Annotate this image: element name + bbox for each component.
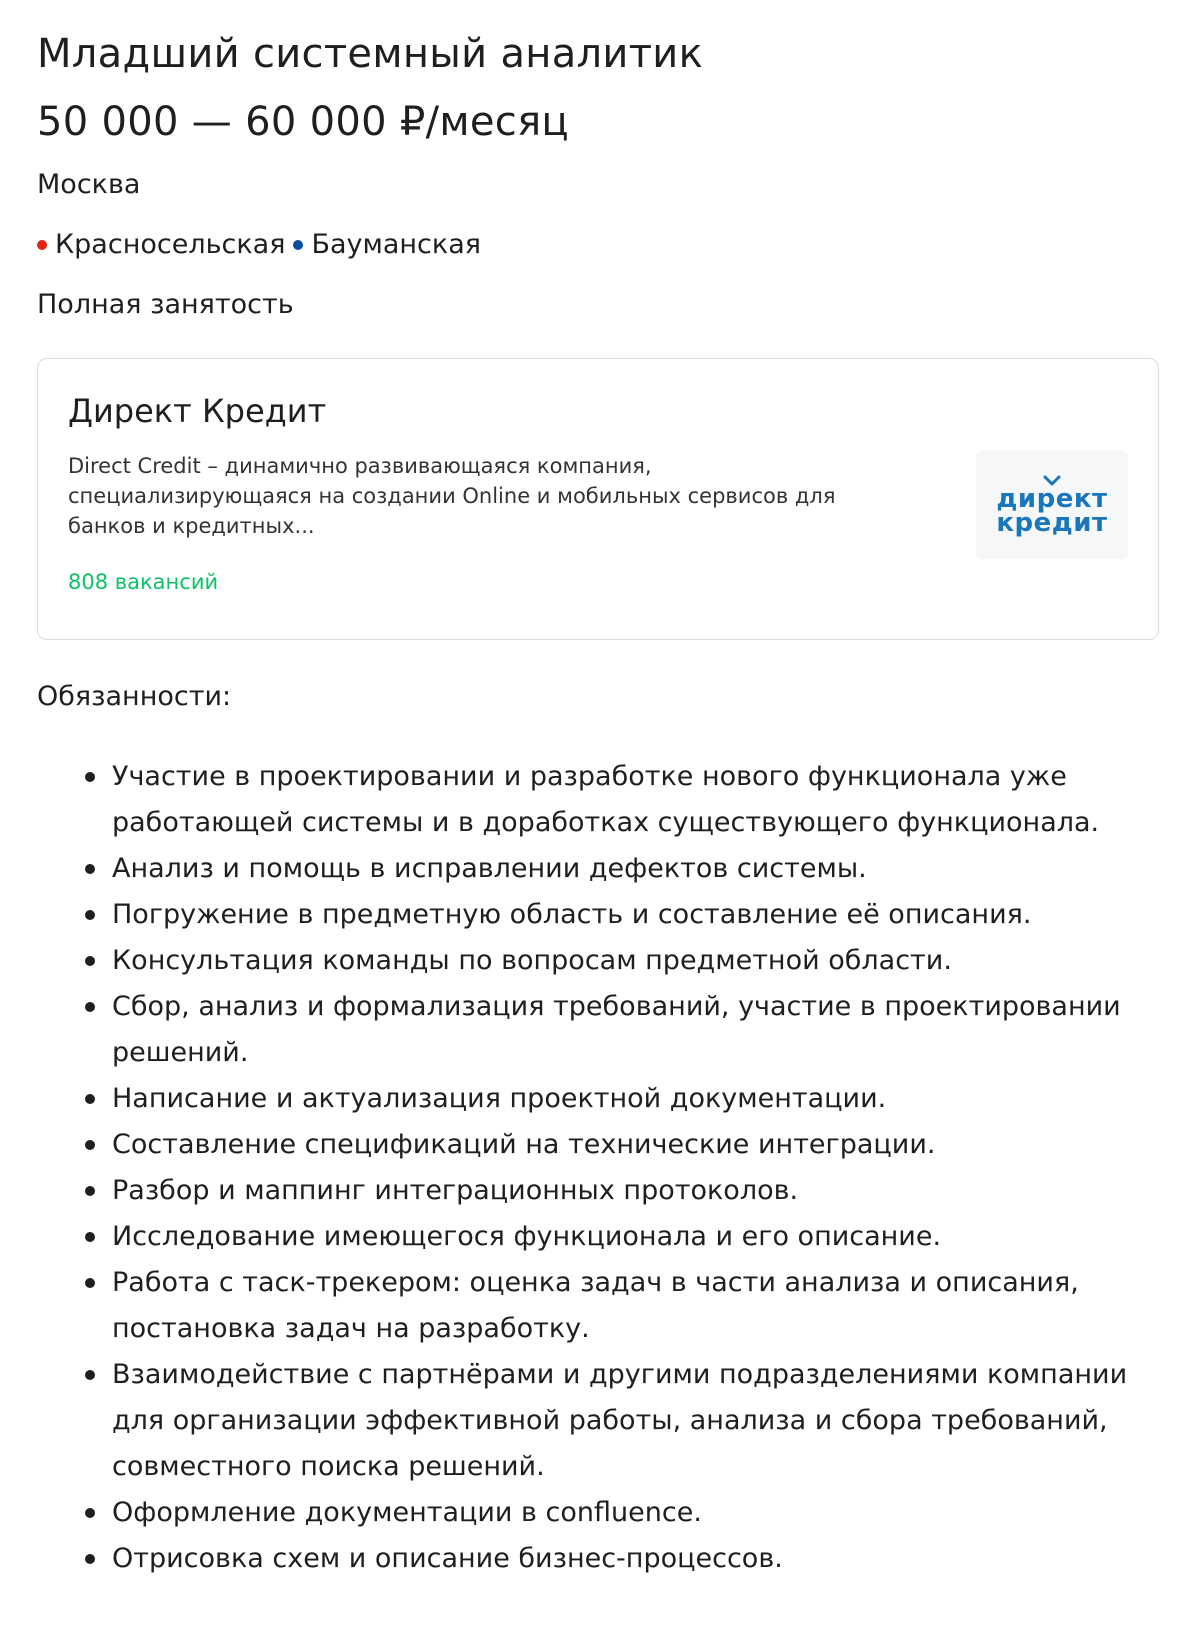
duties-list	[37, 754, 1163, 1582]
duty-text: Работа с таск-трекером: оценка задач в части анализа и описания, постановка задач на разработку.	[112, 1267, 1079, 1344]
bullet-icon	[85, 864, 95, 874]
duty-text: Взаимодействие с партнёрами и другими подразделениями компании для организации эффективной работы, анализа и сбора требований, совместного поиска решений.	[112, 1359, 1128, 1482]
vacancy-salary: 50 000 — 60 000 ₽/месяц	[37, 99, 569, 145]
list-item	[37, 984, 1137, 1076]
vacancy-title: Младший системный аналитик	[37, 31, 704, 77]
company-logo[interactable]	[976, 451, 1128, 559]
list-item	[37, 1352, 1137, 1490]
bullet-icon	[85, 1554, 95, 1564]
bullet-icon	[85, 772, 95, 782]
duty-text: Погружение в предметную область и составление её описания.	[112, 899, 1032, 930]
bullet-icon	[85, 1278, 95, 1288]
duty-text: Отрисовка схем и описание бизнес-процессов.	[112, 1543, 783, 1574]
logo-text-line1: директ	[996, 484, 1108, 514]
metro-line-dot-icon	[37, 240, 47, 250]
metro-line-dot-icon	[293, 240, 303, 250]
list-item	[37, 1536, 1137, 1582]
logo-text-line2: кредит	[996, 508, 1108, 538]
metro-station-name: Бауманская	[311, 229, 481, 260]
metro-station-name: Красносельская	[55, 229, 286, 260]
duty-text: Исследование имеющегося функционала и его описание.	[112, 1221, 942, 1252]
duty-text: Сбор, анализ и формализация требований, участие в проектировании решений.	[112, 991, 1121, 1068]
metro-station	[37, 228, 285, 262]
duty-text: Оформление документации в confluence.	[112, 1497, 702, 1528]
bullet-icon	[85, 1508, 95, 1518]
bullet-icon	[85, 1186, 95, 1196]
duty-text: Составление спецификаций на технические интеграции.	[112, 1129, 936, 1160]
list-item	[37, 1168, 1137, 1214]
employment-type: Полная занятость	[37, 289, 294, 320]
company-vacancies-link[interactable]: 808 вакансий	[68, 570, 219, 594]
duty-text: Написание и актуализация проектной документации.	[112, 1083, 887, 1114]
list-item	[37, 1122, 1137, 1168]
metro-stations	[37, 228, 1163, 262]
duty-text: Консультация команды по вопросам предметной области.	[112, 945, 952, 976]
bullet-icon	[85, 1232, 95, 1242]
company-card[interactable]	[37, 358, 1159, 640]
list-item	[37, 1076, 1137, 1122]
bullet-icon	[85, 1002, 95, 1012]
list-item	[37, 1260, 1137, 1352]
list-item	[37, 1214, 1137, 1260]
vacancy-city: Москва	[37, 169, 141, 200]
bullet-icon	[85, 910, 95, 920]
bullet-icon	[85, 956, 95, 966]
company-description: Direct Credit – динамично развивающаяся компания, специализирующаяся на создании Online и мобильных сервисов для банков и кредитных...	[68, 454, 836, 538]
duty-text: Разбор и маппинг интеграционных протоколов.	[112, 1175, 799, 1206]
list-item	[37, 754, 1137, 846]
list-item	[37, 892, 1137, 938]
duty-text: Участие в проектировании и разработке нового функционала уже работающей системы и в доработках существующего функционала.	[112, 761, 1100, 838]
list-item	[37, 938, 1137, 984]
duties-title: Обязанности:	[37, 681, 232, 712]
list-item	[37, 846, 1137, 892]
company-name[interactable]: Директ Кредит	[68, 392, 327, 430]
duty-text: Анализ и помощь в исправлении дефектов системы.	[112, 853, 867, 884]
bullet-icon	[85, 1094, 95, 1104]
metro-station	[293, 228, 481, 262]
bullet-icon	[85, 1370, 95, 1380]
bullet-icon	[85, 1140, 95, 1150]
list-item	[37, 1490, 1137, 1536]
